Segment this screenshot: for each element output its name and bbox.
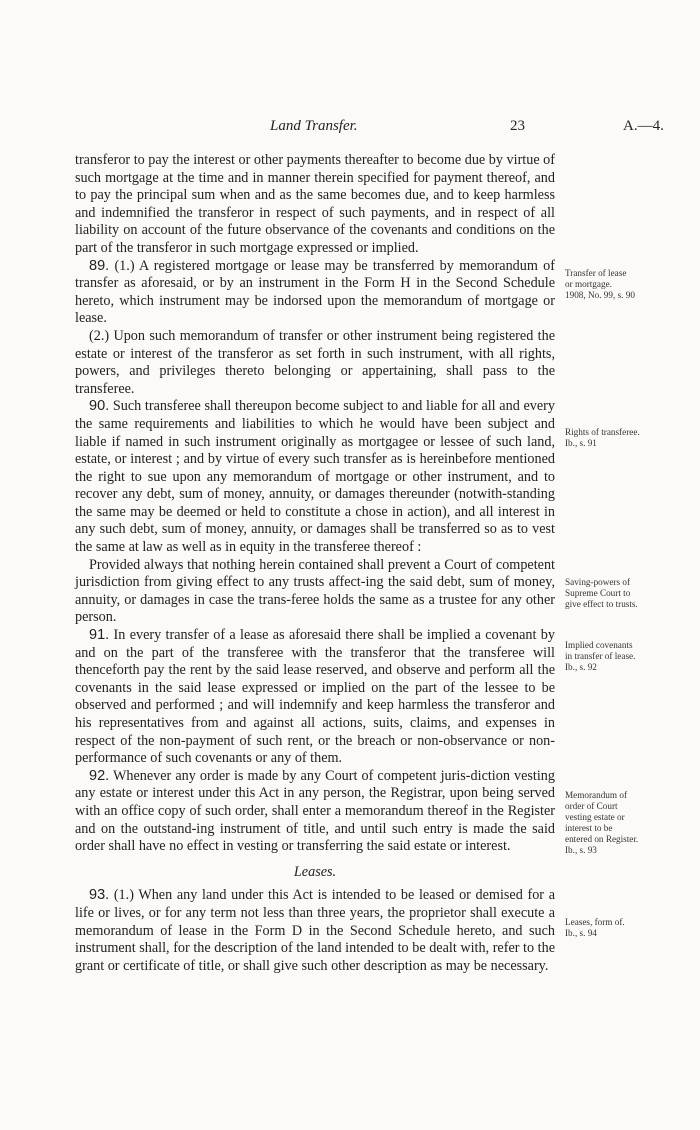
margin-note: Transfer of lease or mortgage. 1908, No. 99, s. 90 bbox=[565, 268, 635, 300]
section-89: 89. (1.) A registered mortgage or lease may be transferred by memorandum of transfer as aforesaid, or by an instrument in the Form H in the Second Schedule hereto, which instrument may be indorsed upon the memorandum of mortgage or lease. bbox=[75, 257, 555, 327]
section-number: 90. bbox=[89, 398, 110, 415]
section-number: 92. bbox=[89, 767, 110, 784]
section-90: 90. Such transferee shall thereupon become subject to and liable for all and every the same requirements and liabilities to which he would have been subject and liable if named in such instrument originally as mortgagee or lessee of such land, estate, or interest ; and by virtue of every such transfer as is hereinbefore mentioned the right to sue upon any memorandum of mortgage or other instrument, and to recover any debt, sum of money, annuity, or damages thereunder (notwith-standing the same may be deemed or held to constitute a chose in action), and all interest in any such debt, sum of money, annuity, or damages shall be transferred so as to vest the same at law as well as in equity in the transferee thereof : bbox=[75, 398, 555, 556]
document-reference: A.—4. bbox=[623, 118, 664, 134]
margin-note: Rights of transferee. Ib., s. 91 bbox=[565, 427, 640, 448]
section-91: 91. In every transfer of a lease as aforesaid there shall be implied a covenant by and on the part of the transferee with the transferor that the transferee will thenceforth pay the rent by the said lease reserved, and observe and perform all the covenants in the said lease expressed or implied on the part of the lessee to be observed and performed ; and will indemnify and keep harmless the transferor and his representatives from and against all actions, suits, claims, and expenses in respect of the non-payment of such rent, or the breach or non-observance or non-performance of such covenants or any of them. bbox=[75, 627, 555, 767]
page-header bbox=[75, 118, 675, 140]
margin-note: Leases, form of. Ib., s. 94 bbox=[565, 917, 625, 938]
running-title: Land Transfer. bbox=[270, 118, 358, 134]
page-number: 23 bbox=[510, 118, 525, 134]
section-92: 92. Whenever any order is made by any Court of competent juris-diction vesting any estate or interest under this Act in any person, the Registrar, upon being served with an office copy of such order, shall enter a memorandum thereof in the Register and on the outstand-ing instrument of title, and until such entry is made the said order shall have no effect in vesting or transferring the said estate or interest. bbox=[75, 767, 555, 855]
margin-note: Memorandum of order of Court vesting estate or interest to be entered on Register. Ib., s. 93 bbox=[565, 790, 639, 855]
section-number: 93. bbox=[89, 887, 110, 904]
margin-note: Saving-powers of Supreme Court to give effect to trusts. bbox=[565, 577, 638, 609]
section-number: 89. bbox=[89, 257, 110, 274]
section-93: 93. (1.) When any land under this Act is intended to be leased or demised for a life or lives, or for any term not less than three years, the proprietor shall execute a memorandum of lease in the Form D in the Second Schedule hereto, and such instrument shall, for the description of the land intended to be dealt with, refer to the grant or certificate of title, or shall give such other description as may be necessary. bbox=[75, 887, 555, 974]
body-text bbox=[75, 152, 555, 975]
margin-note: Implied covenants in transfer of lease. Ib., s. 92 bbox=[565, 640, 636, 672]
section-heading: Leases. bbox=[293, 863, 337, 880]
section-number: 91. bbox=[89, 627, 110, 644]
paragraph-continuation: transferor to pay the interest or other payments thereafter to become due by virtue of such mortgage at the time and in manner therein specified for payment thereof, and to pay the principal sum when and as the same becomes due, and to keep harmless and indemnified the transferor in respect of such payments, and in respect of all liability on account of the future observance of the covenants and conditions on the part of the transferor in such mortgage expressed or implied. bbox=[75, 152, 555, 256]
section-90-proviso: Provided always that nothing herein contained shall prevent a Court of competent jurisdiction from giving effect to any trusts affect-ing the said debt, sum of money, annuity, or damages in case the trans-feree holds the same as a trustee for any other person. bbox=[75, 556, 555, 626]
section-89-subsection-2: (2.) Upon such memorandum of transfer or other instrument being registered the estate or interest of the transferor as set forth in such instrument, with all rights, powers, and privileges thereto belonging or appertaining, shall pass to the transferee. bbox=[75, 327, 555, 397]
